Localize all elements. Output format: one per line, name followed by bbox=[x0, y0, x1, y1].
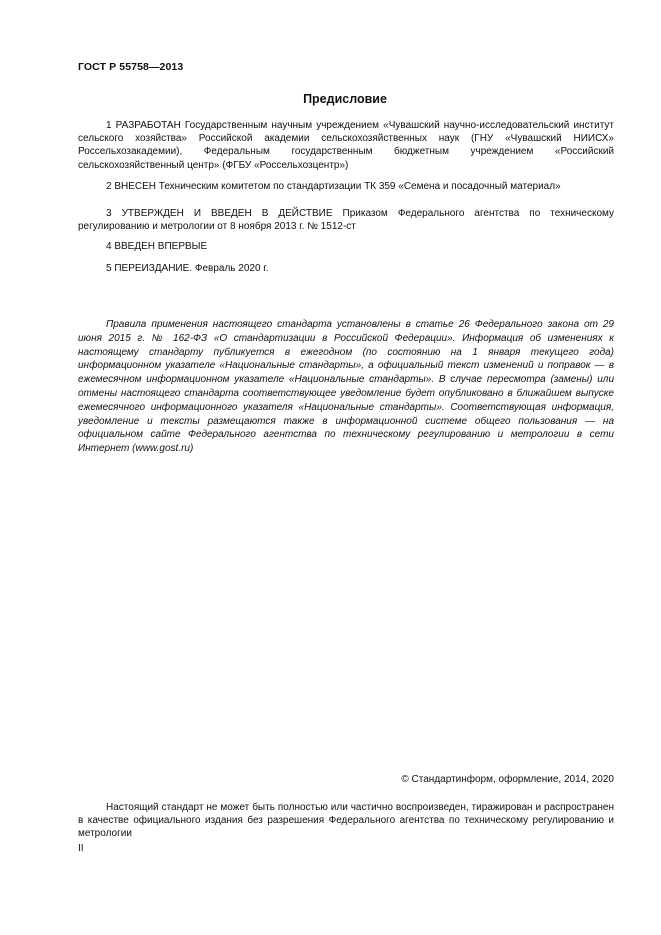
copyright-line: © Стандартинформ, оформление, 2014, 2020 bbox=[401, 774, 614, 785]
page-number: II bbox=[78, 843, 84, 854]
preface-title: Предисловие bbox=[303, 92, 387, 106]
standard-application-notice: Правила применения настоящего стандарта установлены в статье 26 Федерального закона от 29 июня 2015 г. № 162-ФЗ «О стандартизации в Российской Федерации». Информация об изменениях к настоящему стандарту публикуется в ежегодном (по состоянию на 1 января текущего года) информационном указателе «Национальные стандарты», а официальный текст изменений и поправок — в ежемесячном информационном указателе «Национальные стандарты». В случае пересмотра (замены) или отмены настоящего стандарта соответствующее уведомление будет опубликовано в ближайшем выпуске ежемесячного информационного указателя «Национальные стандарты». Соответствующая информация, уведомление и тексты размещаются также в информационной системе общего пользования — на официальном сайте Федерального агентства по техническому регулированию и метрологии в сети Интернет (www.gost.ru) bbox=[78, 319, 614, 455]
preface-item-reissue: 5 ПЕРЕИЗДАНИЕ. Февраль 2020 г. bbox=[106, 263, 269, 274]
rights-statement: Настоящий стандарт не может быть полностью или частично воспроизведен, тиражирован и распространен в качестве официального издания без разрешения Федерального агентства по техническому регулированию и метрологии bbox=[78, 802, 614, 840]
preface-item-submitted: 2 ВНЕСЕН Техническим комитетом по стандартизации ТК 359 «Семена и посадочный материал» bbox=[106, 181, 561, 192]
preface-item-developed: 1 РАЗРАБОТАН Государственным научным учреждением «Чувашский научно-исследовательский институт сельского хозяйства» Российской академии сельскохозяйственных наук (ГНУ «Чувашский НИИСХ» Россельхозакадемии), Федеральным государственным бюджетным учреждением «Российский сельскохозяйственный центр» (ФГБУ «Россельхозцентр») bbox=[78, 120, 614, 171]
preface-item-approved: 3 УТВЕРЖДЕН И ВВЕДЕН В ДЕЙСТВИЕ Приказом Федерального агентства по техническому регулированию и метрологии от 8 ноября 2013 г. № 1512-ст bbox=[78, 208, 614, 233]
preface-item-introduced: 4 ВВЕДЕН ВПЕРВЫЕ bbox=[106, 241, 208, 252]
document-code: ГОСТ Р 55758—2013 bbox=[78, 61, 184, 73]
